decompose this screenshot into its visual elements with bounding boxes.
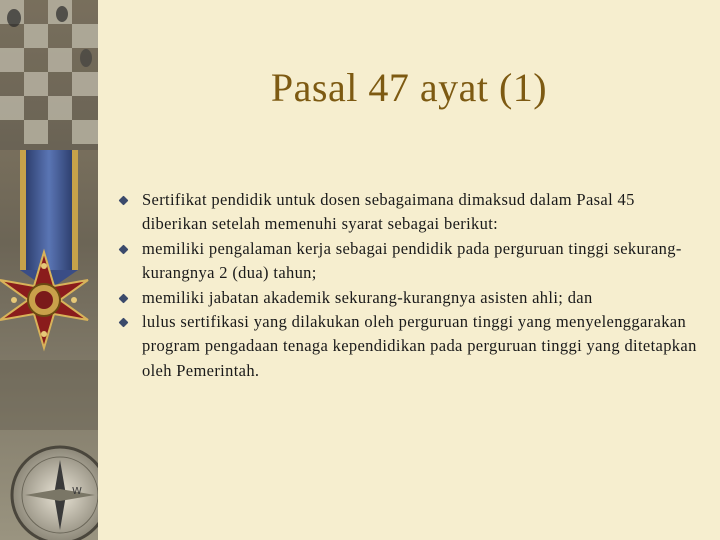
- diamond-bullet-icon: [119, 293, 129, 303]
- slide-title: Pasal 47 ayat (1): [270, 65, 548, 110]
- decorative-side-image: [0, 0, 98, 540]
- list-item: [118, 237, 698, 286]
- list-item: [118, 310, 698, 383]
- bullet-list: [118, 188, 698, 383]
- diamond-bullet-icon: [119, 244, 129, 254]
- diamond-bullet-icon: [119, 196, 129, 206]
- diamond-bullet-icon: [119, 318, 129, 328]
- list-item-text: memiliki pengalaman kerja sebagai pendidik pada perguruan tinggi sekurang-kurangnya 2 (dua) tahun;: [142, 238, 682, 283]
- list-item: [118, 188, 698, 237]
- list-item-text: Sertifikat pendidik untuk dosen sebagaimana dimaksud dalam Pasal 45 diberikan setelah memenuhi syarat sebagai berikut:: [142, 190, 635, 234]
- list-item-text: memiliki jabatan akademik sekurang-kurangnya asisten ahli; dan: [142, 287, 593, 307]
- svg-text:W: W: [72, 486, 82, 497]
- list-item: [118, 286, 698, 310]
- list-item-text: lulus sertifikasi yang dilakukan oleh perguruan tinggi yang menyelenggarakan program pengadaan tenaga kependidikan pada perguruan tinggi yang ditetapkan oleh Pemerintah.: [142, 312, 697, 380]
- side-collage-image: [0, 0, 98, 540]
